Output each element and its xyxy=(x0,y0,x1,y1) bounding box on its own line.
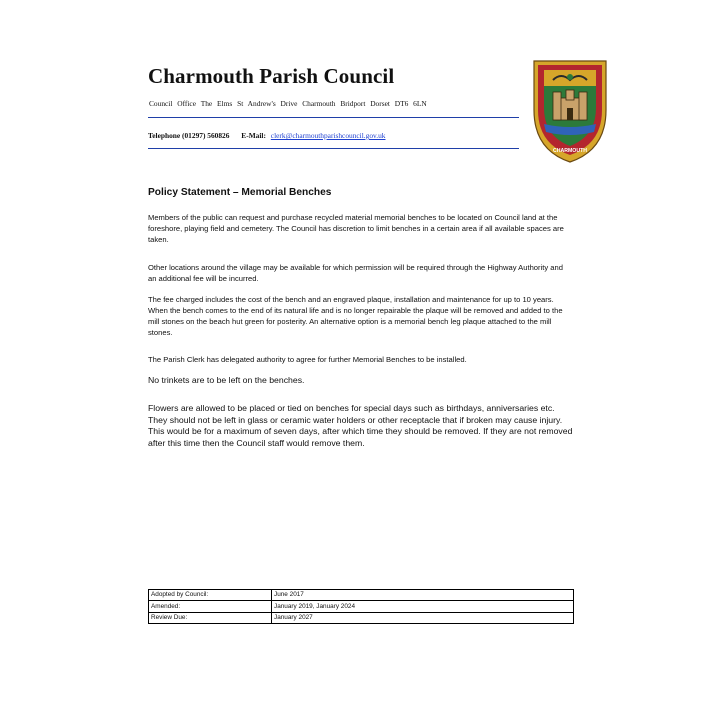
table-cell-value: January 2027 xyxy=(272,612,574,623)
policy-paragraph: No trinkets are to be left on the benches. xyxy=(148,375,305,385)
contact-line xyxy=(148,131,386,140)
policy-paragraph: Other locations around the village may be available for which permission will be required through the Highway Authority and an additional fee will be incurred. xyxy=(148,263,563,284)
table-cell-value: January 2019, January 2024 xyxy=(272,601,574,612)
header-rule-top xyxy=(148,117,519,118)
adoption-table xyxy=(148,589,574,624)
email-label: E-Mail: xyxy=(241,131,266,140)
policy-heading: Policy Statement – Memorial Benches xyxy=(148,187,332,198)
council-title: Charmouth Parish Council xyxy=(148,64,395,88)
table-cell-label: Review Due: xyxy=(149,612,272,623)
telephone-text: Telephone (01297) 560826 xyxy=(148,131,230,140)
table-row xyxy=(149,601,574,612)
table-row xyxy=(149,590,574,601)
policy-paragraph: Members of the public can request and purchase recycled material memorial benches to be located on Council land at the foreshore, playing field and cemetery. The Council has discretion to limit benches in a certain area if all available spaces are taken. xyxy=(148,213,564,245)
table-row xyxy=(149,612,574,623)
policy-paragraph: Flowers are allowed to be placed or tied on benches for special days such as birthdays, anniversaries etc. They should not be left in glass or ceramic water holders or other receptacle that if broken may cause injury. This would be for a maximum of seven days, after which time they should be removed. If they are not removed after this time then the Council staff would remove them. xyxy=(148,403,573,448)
policy-paragraph: The Parish Clerk has delegated authority to agree for further Memorial Benches to be installed. xyxy=(148,355,467,364)
policy-paragraph: The fee charged includes the cost of the bench and an engraved plaque, installation and maintenance for up to 10 years. When the bench comes to the end of its natural life and is no longer repairable the plaque will be removed and added to the mill stones on the beach hut green for posterity. An alternative option is a memorial bench leg plaque attached to the mill stones. xyxy=(148,295,563,338)
header-rule-bottom xyxy=(148,148,519,149)
table-cell-label: Adopted by Council: xyxy=(149,590,272,601)
crest-lettering: CHARMOUTH xyxy=(552,148,588,154)
council-crest-logo xyxy=(531,58,609,164)
table-cell-label: Amended: xyxy=(149,601,272,612)
council-address: Council Office The Elms St Andrew's Drive Charmouth Bridport Dorset DT6 6LN xyxy=(149,99,427,108)
table-cell-value: June 2017 xyxy=(272,590,574,601)
email-link[interactable]: clerk@charmouthparishcouncil.gov.uk xyxy=(270,131,386,140)
